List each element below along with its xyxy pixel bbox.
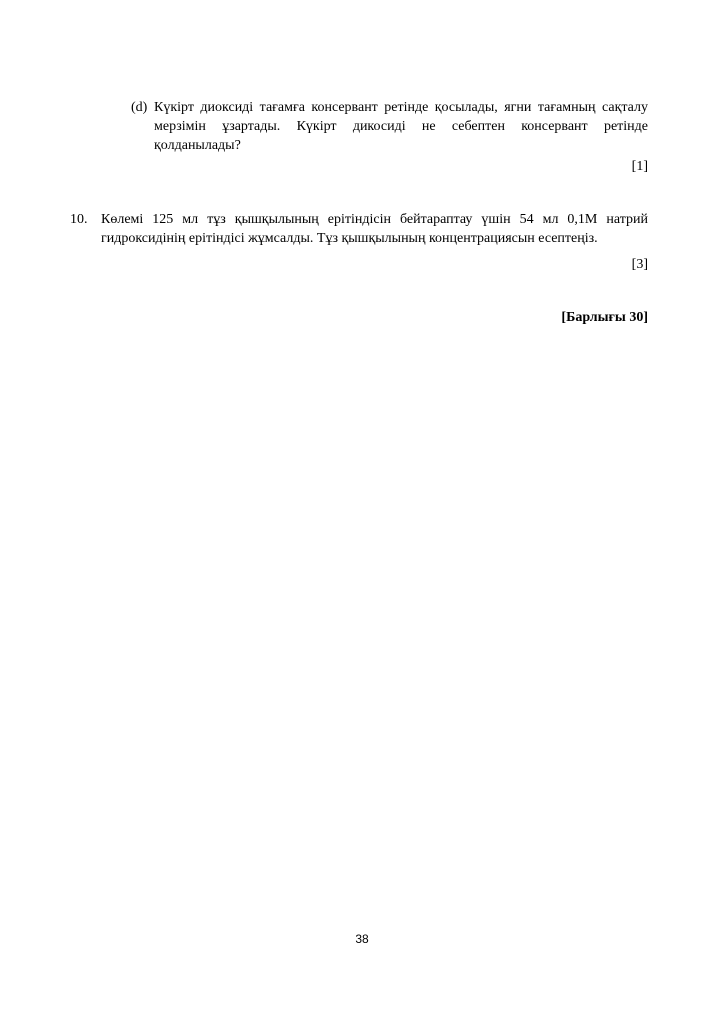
page-number: 38 [355, 932, 369, 946]
question-10-number: 10. [70, 212, 88, 227]
total-marks: [Барлығы 30] [561, 310, 648, 325]
question-10-mark: [3] [631, 257, 648, 272]
question-10-text: Көлемі 125 мл тұз қышқылының ерітіндісін бейтараптау үшін 54 мл 0,1М натрий гидроксидінің ерітіндісі жұмсалды. Тұз қышқылының концентрациясын есептеңіз. [101, 212, 648, 246]
question-d-mark: [1] [631, 159, 648, 174]
question-d-text: Күкірт диоксиді тағамға консервант ретінде қосылады, ягни тағамның сақталу мерзімін ұзартады. Күкірт дикосиді не себептен консервант ретінде қолданылады? [154, 100, 648, 153]
question-d-label: (d) [131, 100, 148, 115]
